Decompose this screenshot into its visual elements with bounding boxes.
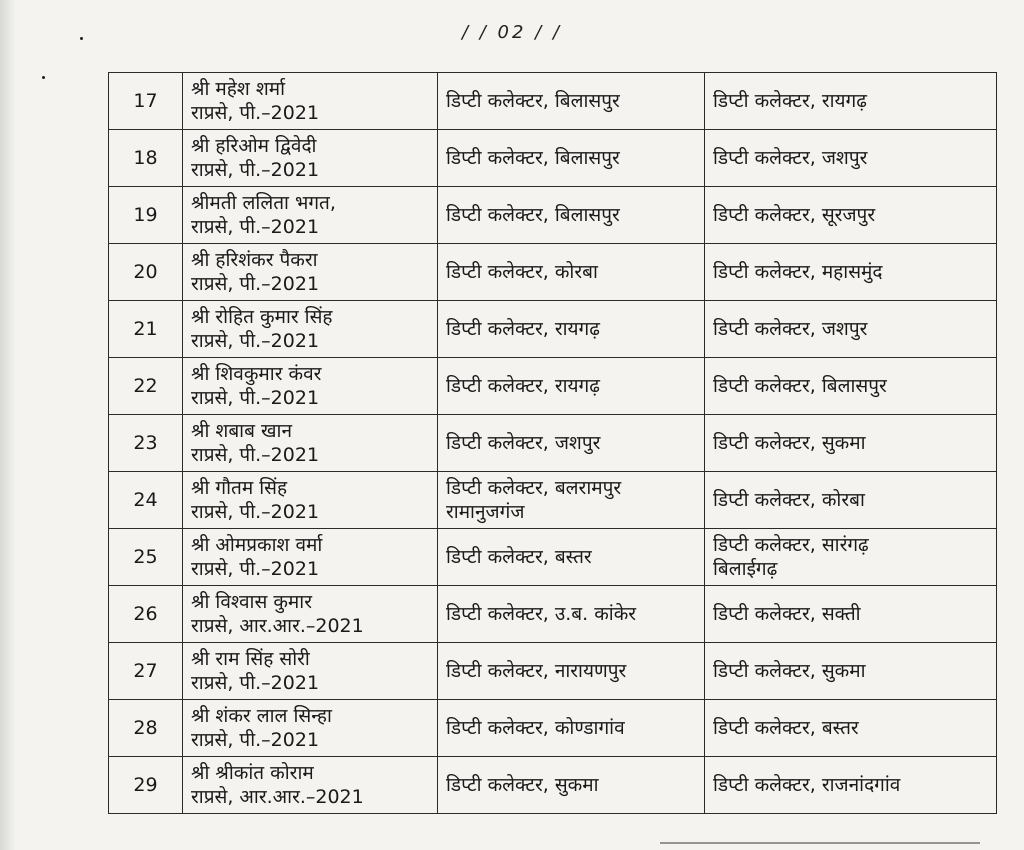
current-posting	[438, 358, 705, 415]
current-posting-line: डिप्टी कलेक्टर, बस्तर	[446, 546, 592, 568]
current-posting	[438, 472, 705, 529]
transfer-table-body	[109, 73, 997, 814]
officer-name: श्री शबाब खान	[191, 420, 292, 442]
new-posting-line: डिप्टी कलेक्टर, जशपुर	[713, 318, 868, 340]
current-posting-line: डिप्टी कलेक्टर, कोरबा	[446, 261, 598, 283]
table-row	[109, 586, 997, 643]
officer-name: श्रीमती ललिता भगत,	[191, 192, 336, 214]
serial-number: 20	[109, 244, 183, 301]
officer-name: श्री विश्वास कुमार	[191, 591, 312, 613]
new-posting	[705, 415, 997, 472]
officer-cell	[183, 529, 438, 586]
new-posting	[705, 700, 997, 757]
table-row	[109, 73, 997, 130]
current-posting	[438, 700, 705, 757]
officer-service: राप्रसे, पी.–2021	[191, 672, 320, 694]
new-posting	[705, 472, 997, 529]
serial-number: 28	[109, 700, 183, 757]
new-posting-line: डिप्टी कलेक्टर, महासमुंद	[713, 261, 883, 283]
new-posting-line: डिप्टी कलेक्टर, सक्ती	[713, 603, 861, 625]
current-posting	[438, 415, 705, 472]
serial-number: 24	[109, 472, 183, 529]
table-row	[109, 301, 997, 358]
officer-service: राप्रसे, पी.–2021	[191, 729, 320, 751]
new-posting	[705, 187, 997, 244]
transfer-table	[108, 72, 997, 814]
officer-service: राप्रसे, आर.आर.–2021	[191, 615, 364, 637]
current-posting-line: डिप्टी कलेक्टर, सुकमा	[446, 774, 599, 796]
new-posting-line: डिप्टी कलेक्टर, रायगढ़	[713, 90, 867, 112]
officer-cell	[183, 244, 438, 301]
current-posting-line: डिप्टी कलेक्टर, कोण्डागांव	[446, 717, 625, 739]
current-posting	[438, 529, 705, 586]
officer-service: राप्रसे, पी.–2021	[191, 330, 320, 352]
current-posting-line: डिप्टी कलेक्टर, नारायणपुर	[446, 660, 627, 682]
new-posting	[705, 73, 997, 130]
new-posting-line: डिप्टी कलेक्टर, सुकमा	[713, 660, 866, 682]
officer-name: श्री श्रीकांत कोराम	[191, 762, 314, 784]
current-posting-line: डिप्टी कलेक्टर, रायगढ़	[446, 375, 600, 397]
officer-name: श्री रोहित कुमार सिंह	[191, 306, 333, 328]
current-posting-line: रामानुजगंज	[446, 501, 525, 523]
page-number: / / 02 / /	[461, 22, 563, 43]
table-row	[109, 643, 997, 700]
officer-service: राप्रसे, पी.–2021	[191, 444, 320, 466]
officer-cell	[183, 415, 438, 472]
officer-cell	[183, 586, 438, 643]
current-posting-line: डिप्टी कलेक्टर, बिलासपुर	[446, 90, 620, 112]
speck-mark	[42, 76, 45, 79]
officer-service: राप्रसे, पी.–2021	[191, 102, 320, 124]
new-posting	[705, 757, 997, 814]
new-posting-line: डिप्टी कलेक्टर, सूरजपुर	[713, 204, 876, 226]
officer-service: राप्रसे, पी.–2021	[191, 159, 320, 181]
serial-number: 25	[109, 529, 183, 586]
officer-cell	[183, 130, 438, 187]
new-posting	[705, 529, 997, 586]
current-posting	[438, 187, 705, 244]
new-posting-line: डिप्टी कलेक्टर, कोरबा	[713, 489, 865, 511]
officer-cell	[183, 472, 438, 529]
officer-cell	[183, 643, 438, 700]
current-posting	[438, 244, 705, 301]
officer-cell	[183, 73, 438, 130]
serial-number: 19	[109, 187, 183, 244]
officer-name: श्री महेश शर्मा	[191, 78, 286, 100]
new-posting	[705, 244, 997, 301]
serial-number: 23	[109, 415, 183, 472]
officer-name: श्री राम सिंह सोरी	[191, 648, 310, 670]
officer-name: श्री गौतम सिंह	[191, 477, 288, 499]
cut-off-text-line	[660, 842, 980, 844]
officer-name: श्री ओमप्रकाश वर्मा	[191, 534, 323, 556]
current-posting	[438, 301, 705, 358]
current-posting	[438, 130, 705, 187]
table-row	[109, 757, 997, 814]
new-posting-line: डिप्टी कलेक्टर, राजनांदगांव	[713, 774, 901, 796]
table-row	[109, 700, 997, 757]
officer-cell	[183, 700, 438, 757]
new-posting	[705, 643, 997, 700]
table-row	[109, 244, 997, 301]
current-posting	[438, 73, 705, 130]
new-posting-line: डिप्टी कलेक्टर, बस्तर	[713, 717, 859, 739]
serial-number: 29	[109, 757, 183, 814]
new-posting-line: डिप्टी कलेक्टर, जशपुर	[713, 147, 868, 169]
serial-number: 18	[109, 130, 183, 187]
table-row	[109, 472, 997, 529]
new-posting	[705, 301, 997, 358]
current-posting	[438, 757, 705, 814]
officer-name: श्री हरिओम द्विवेदी	[191, 135, 317, 157]
officer-cell	[183, 187, 438, 244]
new-posting	[705, 130, 997, 187]
officer-cell	[183, 301, 438, 358]
officer-service: राप्रसे, पी.–2021	[191, 273, 320, 295]
new-posting-line: बिलाईगढ़	[713, 558, 778, 580]
serial-number: 21	[109, 301, 183, 358]
current-posting	[438, 586, 705, 643]
new-posting-line: डिप्टी कलेक्टर, बिलासपुर	[713, 375, 887, 397]
table-row	[109, 187, 997, 244]
new-posting	[705, 586, 997, 643]
table-row	[109, 358, 997, 415]
officer-service: राप्रसे, पी.–2021	[191, 216, 320, 238]
officer-cell	[183, 757, 438, 814]
table-row	[109, 130, 997, 187]
page-edge-shadow	[0, 0, 16, 850]
officer-cell	[183, 358, 438, 415]
table-row	[109, 415, 997, 472]
current-posting-line: डिप्टी कलेक्टर, बिलासपुर	[446, 147, 620, 169]
serial-number: 26	[109, 586, 183, 643]
serial-number: 22	[109, 358, 183, 415]
current-posting-line: डिप्टी कलेक्टर, उ.ब. कांकेर	[446, 603, 637, 625]
table-row	[109, 529, 997, 586]
current-posting-line: डिप्टी कलेक्टर, जशपुर	[446, 432, 601, 454]
officer-service: राप्रसे, पी.–2021	[191, 501, 320, 523]
officer-service: राप्रसे, आर.आर.–2021	[191, 786, 364, 808]
officer-name: श्री शिवकुमार कंवर	[191, 363, 322, 385]
serial-number: 27	[109, 643, 183, 700]
current-posting-line: डिप्टी कलेक्टर, रायगढ़	[446, 318, 600, 340]
new-posting-line: डिप्टी कलेक्टर, सुकमा	[713, 432, 866, 454]
current-posting-line: डिप्टी कलेक्टर, बिलासपुर	[446, 204, 620, 226]
current-posting-line: डिप्टी कलेक्टर, बलरामपुर	[446, 477, 622, 499]
new-posting	[705, 358, 997, 415]
officer-service: राप्रसे, पी.–2021	[191, 387, 320, 409]
officer-service: राप्रसे, पी.–2021	[191, 558, 320, 580]
current-posting	[438, 643, 705, 700]
officer-name: श्री हरिशंकर पैकरा	[191, 249, 318, 271]
serial-number: 17	[109, 73, 183, 130]
officer-name: श्री शंकर लाल सिन्हा	[191, 705, 332, 727]
new-posting-line: डिप्टी कलेक्टर, सारंगढ़	[713, 534, 869, 556]
